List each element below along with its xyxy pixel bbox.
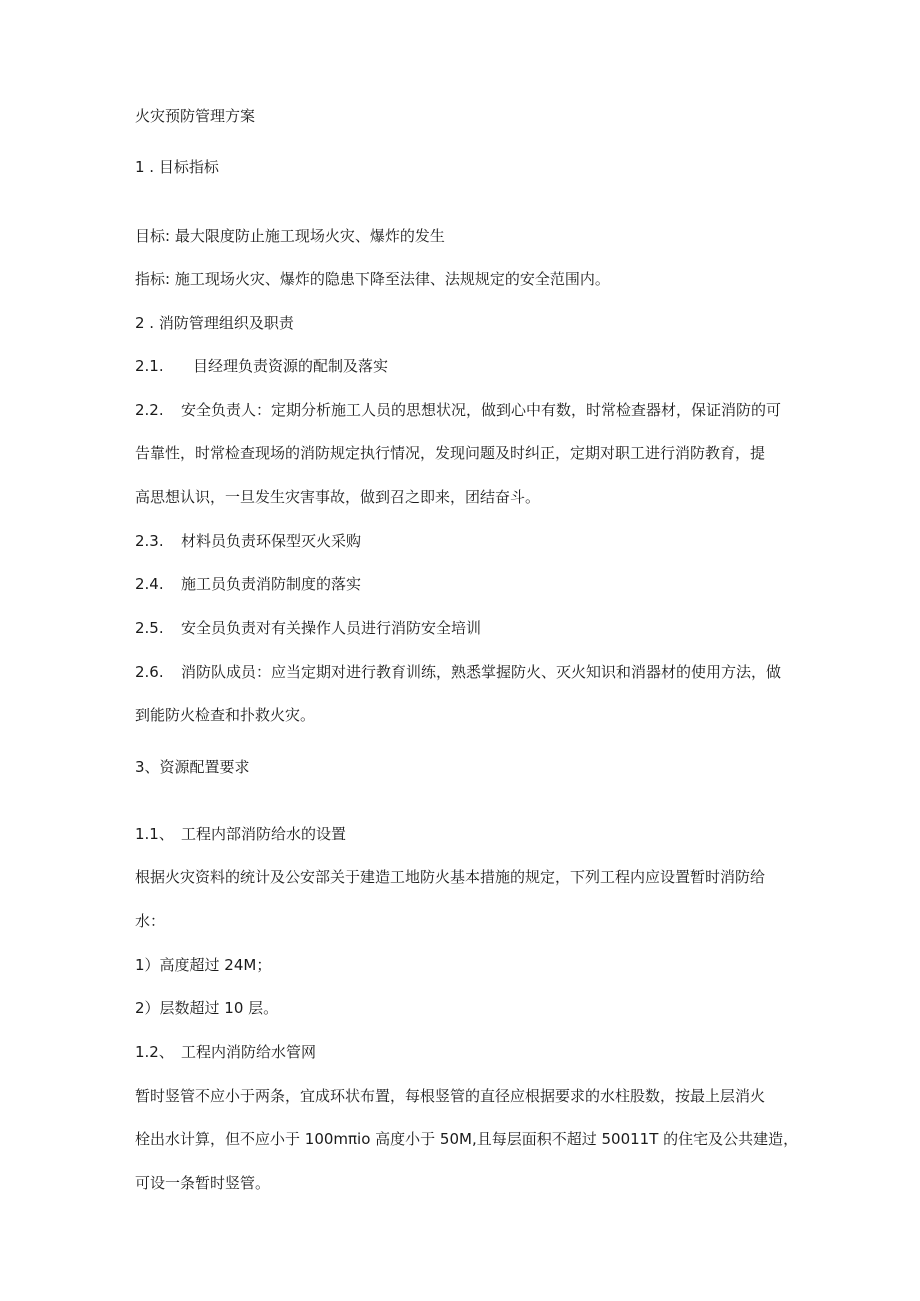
- item-2-6: [135, 662, 781, 682]
- item-2-2: [135, 400, 781, 420]
- item-text: 施工员负责消防制度的落实: [181, 575, 362, 593]
- item-number: 2.1.: [135, 357, 164, 375]
- list-item-height: 1）高度超过 24M；: [135, 956, 272, 974]
- item-2-5: [135, 618, 481, 638]
- item-number: 2.5.: [135, 619, 164, 637]
- subsection-1-1-heading: [135, 824, 346, 844]
- subsection-1-2-line-1: 暂时竖管不应小于两条，宜成环状布置，每根竖管的直径应根据要求的水柱股数，按最上层消火: [135, 1087, 766, 1105]
- item-text: 目经理负责资源的配制及落实: [193, 357, 389, 375]
- subsection-1-2-line-2: 栓出水计算，但不应小于 100mπio 高度小于 50M,且每层面积不超过 50011T 的住宅及公共建造，: [135, 1130, 799, 1148]
- item-number: 2.2.: [135, 401, 164, 419]
- item-2-4: [135, 574, 361, 594]
- item-text: 材料员负责环保型灭火采购: [181, 532, 362, 550]
- subsection-title: 工程内消防给水管网: [181, 1043, 317, 1061]
- item-text: 消防队成员：应当定期对进行教育训练，熟悉掌握防火、灭火知识和消器材的使用方法，做: [181, 663, 782, 681]
- item-number: 2.4.: [135, 575, 164, 593]
- item-2-6-line-2: 到能防火检查和扑救火灾。: [135, 706, 316, 724]
- item-2-1: [135, 356, 388, 376]
- item-number: 2.6.: [135, 663, 164, 681]
- item-text: 安全负责人：定期分析施工人员的思想状况，做到心中有数，时常检查器材，保证消防的可: [181, 401, 782, 419]
- item-text: 安全员负责对有关操作人员进行消防安全培训: [181, 619, 482, 637]
- subsection-number: 1.1、: [135, 825, 174, 843]
- item-2-2-line-3: 高思想认识，一旦发生灾害事故，做到召之即来，团结奋斗。: [135, 488, 541, 506]
- item-2-2-line-2: 告靠性，时常检查现场的消防规定执行情况，发现问题及时纠正，定期对职工进行消防教育，提: [135, 444, 766, 462]
- section-2-heading: 2 . 消防管理组织及职责: [135, 314, 294, 332]
- indicator-text: 指标: 施工现场火灾、爆炸的隐患下降至法律、法规规定的安全范围内。: [135, 270, 610, 288]
- section-1-heading: 1 . 目标指标: [135, 158, 219, 176]
- item-2-3: [135, 531, 361, 551]
- list-item-floors: 2）层数超过 10 层。: [135, 999, 279, 1017]
- document-title: 火灾预防管理方案: [135, 107, 256, 125]
- item-number: 2.3.: [135, 532, 164, 550]
- subsection-title: 工程内部消防给水的设置: [181, 825, 347, 843]
- subsection-number: 1.2、: [135, 1043, 174, 1061]
- subsection-1-1-line-2: 水：: [135, 912, 166, 930]
- subsection-1-2-line-3: 可设一条暂时竖管。: [135, 1174, 271, 1192]
- section-3-heading: 3、资源配置要求: [135, 758, 250, 776]
- goal-text: 目标: 最大限度防止施工现场火灾、爆炸的发生: [135, 227, 445, 245]
- subsection-1-2-heading: [135, 1042, 316, 1062]
- subsection-1-1-line-1: 根据火灾资料的统计及公安部关于建造工地防火基本措施的规定，下列工程内应设置暂时消防给: [135, 868, 766, 886]
